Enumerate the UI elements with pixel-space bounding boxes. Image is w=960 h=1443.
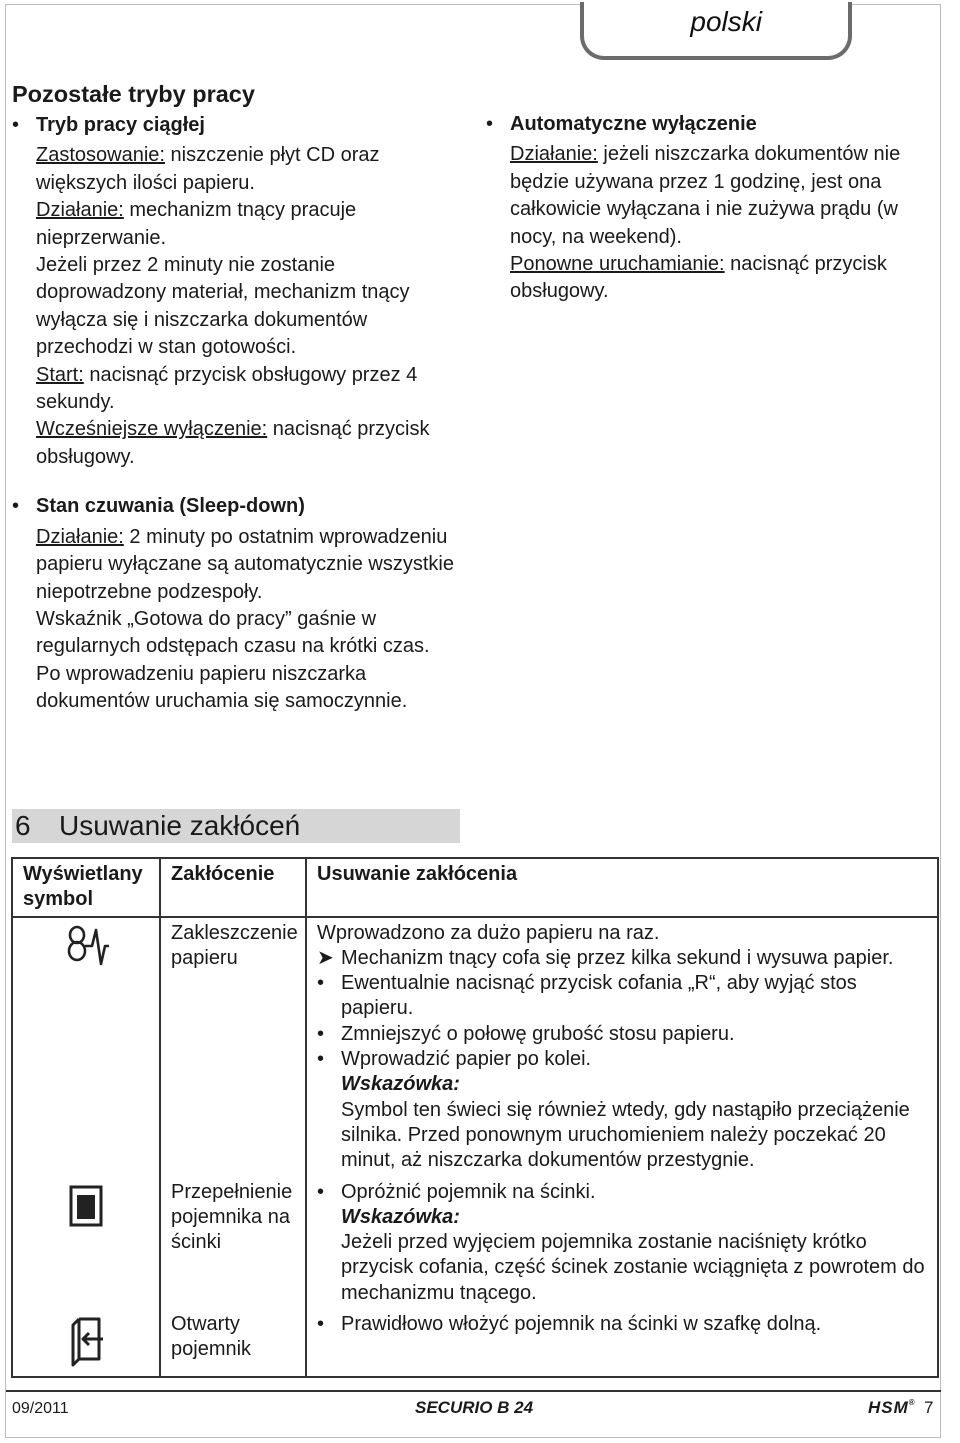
sleep-mode-heading: Stan czuwania (Sleep-down) (36, 495, 305, 518)
remedy-cell (306, 1309, 938, 1377)
continuous-use: Zastosowanie: niszczenie płyt CD oraz większych ilości papieru. (36, 144, 380, 194)
continuous-note: Jeżeli przez 2 minuty nie zostanie doprowadzony materiał, mechanizm tnący wyłącza się i niszczarka dokumentów przechodzi w stan gotowości. (36, 254, 410, 359)
header-remedy: Usuwanie zakłócenia (306, 858, 938, 917)
list-item: • Prawidłowo włożyć pojemnik na ścinki w szafkę dolną. (317, 1312, 927, 1337)
right-column (486, 111, 926, 306)
list-item: • Wprowadzić papier po kolei. (317, 1047, 927, 1072)
continuous-mode-block (12, 112, 462, 471)
bullet-icon: • (317, 1048, 325, 1071)
bullet-icon: • (317, 972, 325, 995)
auto-off-heading: Automatyczne wyłączenie (510, 113, 757, 135)
arrow-icon: ➤ (317, 946, 334, 969)
auto-off-restart: Ponowne uruchamianie: nacisnąć przycisk obsługowy. (510, 253, 887, 303)
fault-cell: Przepełnienie pojemnika na ścinki (160, 1177, 306, 1309)
fault-cell: Zakleszczenie papieru (160, 917, 306, 1177)
remedy-arrow-item: ➤ Mechanizm tnący cofa się przez kilka sekund i wysuwa papier. (317, 946, 927, 971)
remedy-note: Wskazówka: Jeżeli przed wyjęciem pojemnika zostanie naciśnięty krótko przycisk cofania, część ścinek zostanie wciągnięta z powrotem do mechanizmu tnącego. (341, 1205, 925, 1304)
fault-cell: Otwarty pojemnik (160, 1309, 306, 1377)
symbol-cell (12, 1309, 160, 1377)
remedy-note: Wskazówka: Symbol ten świeci się również wtedy, gdy nastąpiło przeciążenie silnika. Przed ponownym uruchomieniem należy poczekać 20 minut, aż niszczarka dokumentów przestygnie. (341, 1073, 910, 1172)
other-modes-title: Pozostałe tryby pracy (12, 81, 255, 107)
remedy-cell (306, 1177, 938, 1309)
sleep-restart: Po wprowadzeniu papieru niszczarka dokumentów uruchamia się samoczynnie. (36, 662, 408, 713)
left-column (12, 80, 462, 716)
symbol-cell (12, 917, 160, 1177)
bullet-icon: • (317, 1313, 325, 1336)
table-row (12, 1309, 938, 1377)
sleep-mode-block (12, 493, 462, 715)
page-number: 7 (924, 1398, 934, 1417)
bin-full-icon (13, 1177, 161, 1237)
auto-off-action: Działanie: jeżeli niszczarka dokumentów nie będzie używana przez 1 godzinę, jest ona całkowicie wyłączana i nie zużywa prądu (w nocy, na weekend). (510, 143, 901, 248)
table-row (12, 1177, 938, 1309)
footer-date: 09/2011 (12, 1400, 69, 1417)
bullet-icon: • (317, 1022, 325, 1045)
footer-model: SECURIO B 24 (415, 1398, 534, 1417)
section-title: Usuwanie zakłóceń (59, 810, 301, 841)
continuous-action: Działanie: mechanizm tnący pracuje nieprzerwanie. (36, 199, 357, 249)
remedy-intro: Wprowadzono za dużo papieru na raz. (317, 921, 660, 944)
continuous-mode-heading: Tryb pracy ciągłej (36, 114, 205, 136)
bullet-icon: • (12, 495, 20, 518)
language-label: polski (690, 6, 762, 37)
troubleshooting-table (11, 857, 939, 1378)
table-header-row (12, 858, 938, 917)
list-item: • Zmniejszyć o połowę grubość stosu papieru. (317, 1022, 927, 1047)
bullet-icon: • (486, 113, 494, 135)
list-item: • Opróżnić pojemnik na ścinki. (317, 1180, 927, 1205)
auto-off-block (486, 111, 926, 306)
table-row (12, 917, 938, 1177)
header-symbol: Wyświetlany symbol (12, 858, 160, 917)
list-item: • Ewentualnie nacisnąć przycisk cofania „R“, aby wyjąć stos papieru. (317, 972, 857, 1020)
sleep-action: Działanie: 2 minuty po ostatnim wprowadzeniu papieru wyłączane są automatycznie wszystkie niepotrzebne podzespoły. (36, 525, 454, 603)
section-number: 6 (15, 810, 31, 841)
brand-logo: HSM® (868, 1398, 916, 1417)
continuous-start: Start: nacisnąć przycisk obsługowy przez 4 sekundy. (36, 363, 418, 414)
language-tab (580, 2, 852, 60)
sleep-indicator: Wskaźnik „Gotowa do pracy” gaśnie w regularnych odstępach czasu na krótki czas. (36, 607, 430, 658)
section-heading (12, 809, 460, 843)
symbol-cell (12, 1177, 160, 1309)
bullet-icon: • (12, 114, 20, 136)
remedy-cell (306, 917, 938, 1177)
continuous-early-off: Wcześniejsze wyłączenie: nacisnąć przycisk obsługowy. (36, 418, 430, 468)
header-fault: Zakłócenie (160, 858, 306, 917)
bin-open-icon (13, 1309, 161, 1369)
footer-divider (6, 1390, 941, 1392)
paper-jam-icon (13, 918, 161, 988)
bullet-icon: • (317, 1180, 325, 1203)
